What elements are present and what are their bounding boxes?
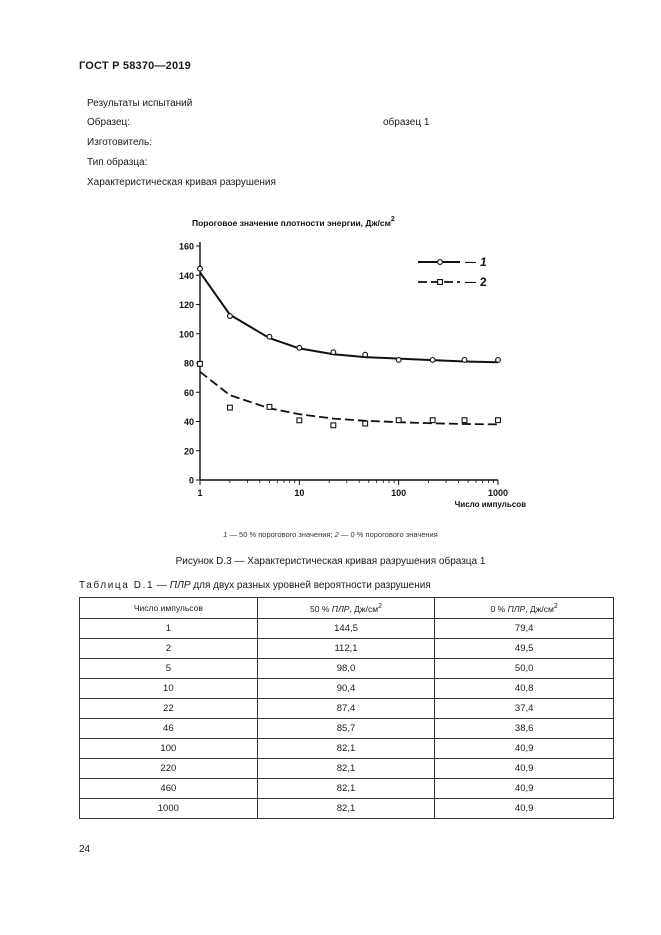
- y-tick-label: 80: [183, 358, 194, 369]
- cell-50: 82,1: [257, 739, 435, 759]
- sample-type-label: Тип образца:: [87, 157, 148, 168]
- y-axis-title-sup: 2: [390, 216, 395, 223]
- series-2-point: [297, 418, 302, 423]
- x-tick-label: 10: [294, 488, 305, 498]
- y-axis-title-text: Пороговое значение плотности энергии, Дж/см: [192, 218, 391, 228]
- cell-50: 90,4: [257, 679, 435, 699]
- series-1-point: [297, 345, 302, 350]
- footnote-2-text: — 0 % порогового значения: [338, 530, 438, 539]
- figure-footnote: [0, 530, 661, 539]
- series-1-point: [462, 358, 467, 363]
- cell-0: 37,4: [435, 699, 614, 719]
- series-2-point: [496, 418, 501, 423]
- table-row: [80, 759, 614, 779]
- series-2-point: [331, 423, 336, 428]
- table-caption-prefix: Таблица D.1: [79, 580, 155, 591]
- series-2-point: [396, 418, 401, 423]
- cell-50: 98,0: [257, 659, 435, 679]
- x-tick-label: 100: [391, 488, 407, 498]
- table-row: [80, 659, 614, 679]
- table-caption-rest: для двух разных уровней вероятности разрушения: [190, 580, 431, 591]
- header-50-pre: 50 %: [310, 603, 332, 614]
- y-tick-label: 140: [178, 270, 194, 281]
- y-tick-label: 40: [183, 417, 194, 427]
- table-row: [80, 799, 614, 819]
- cell-pulses: 46: [80, 719, 258, 739]
- header-50-unit-sup: 2: [378, 602, 382, 611]
- cell-0: 79,4: [435, 619, 614, 639]
- legend-2-dash: —: [465, 276, 476, 289]
- series-1-point: [363, 352, 368, 357]
- table-row: [80, 779, 614, 799]
- series-2-point: [198, 361, 203, 366]
- cell-50: 82,1: [257, 799, 435, 819]
- table-row: [80, 699, 614, 719]
- series-2-point: [430, 418, 435, 423]
- header-0-unit-sup: 2: [553, 602, 558, 611]
- cell-pulses: 22: [80, 699, 258, 719]
- y-tick-label: 120: [178, 300, 194, 310]
- series-2-point: [228, 405, 233, 410]
- cell-pulses: 10: [80, 679, 258, 699]
- cell-0: 49,5: [435, 639, 614, 659]
- legend-2-marker: [438, 280, 443, 285]
- cell-50: 87,4: [257, 699, 435, 719]
- table-row: [80, 639, 614, 659]
- header-0-abbrev: ПЛР: [507, 603, 526, 614]
- cell-pulses: 220: [80, 759, 258, 779]
- legend-1-label: 1: [480, 255, 487, 269]
- cell-pulses: 100: [80, 739, 258, 759]
- x-axis-title: Число импульсов: [454, 500, 526, 509]
- table-row: [80, 619, 614, 639]
- y-tick-label: 160: [178, 241, 194, 252]
- results-table: [79, 597, 614, 819]
- cell-50: 82,1: [257, 779, 435, 799]
- cell-0: 40,8: [435, 679, 614, 699]
- series-2-point: [267, 404, 272, 409]
- series-1-point: [228, 314, 233, 319]
- header-50-unit: , Дж/см: [349, 603, 379, 614]
- curve-title: Характеристическая кривая разрушения: [87, 177, 276, 188]
- cell-0: 40,9: [435, 759, 614, 779]
- table-caption-abbrev: ПЛР: [169, 580, 191, 591]
- sample-label: Образец:: [87, 117, 131, 128]
- y-axis-title: [192, 216, 395, 228]
- series-1-point: [267, 334, 272, 339]
- table-caption: [79, 580, 431, 591]
- table-row: [80, 679, 614, 699]
- series-1-fit-line: [200, 272, 498, 362]
- document-header: ГОСТ Р 58370—2019: [79, 60, 191, 72]
- cell-50: 82,1: [257, 759, 435, 779]
- cell-50: 85,7: [257, 719, 435, 739]
- table-row: [80, 719, 614, 739]
- header-0-unit: , Дж/см: [525, 603, 554, 614]
- legend-1-marker: [438, 260, 443, 265]
- header-50-percent: [257, 598, 435, 619]
- cell-pulses: 460: [80, 779, 258, 799]
- footnote-1-number: 1: [223, 530, 228, 539]
- sample-value: образец 1: [383, 117, 430, 128]
- series-1-point: [430, 358, 435, 363]
- results-label: Результаты испытаний: [87, 98, 193, 109]
- page-number: 24: [79, 844, 91, 855]
- x-tick-label: 1: [197, 488, 203, 498]
- table-header-row: [80, 598, 614, 619]
- table-row: [80, 739, 614, 759]
- cell-pulses: 5: [80, 659, 258, 679]
- figure-caption: Рисунок D.3 — Характеристическая кривая разрушения образца 1: [175, 556, 486, 567]
- header-0-percent: [435, 598, 614, 619]
- header-pulse-count: Число импульсов: [80, 598, 258, 619]
- series-1-point: [396, 358, 401, 363]
- cell-0: 38,6: [435, 719, 614, 739]
- y-tick-label: 60: [183, 387, 194, 398]
- y-tick-label: 20: [183, 446, 194, 457]
- cell-0: 40,9: [435, 779, 614, 799]
- cell-pulses: 1000: [80, 799, 258, 819]
- series-2-fit-line: [200, 372, 498, 425]
- cell-pulses: 1: [80, 619, 258, 639]
- y-tick-label: 0: [188, 475, 194, 486]
- damage-curve-chart: [150, 210, 550, 510]
- series-2-point: [462, 418, 467, 423]
- legend-1-dash: —: [465, 256, 476, 269]
- footnote-1-text: — 50 % порогового значения;: [227, 530, 335, 539]
- x-tick-label: 1000: [487, 488, 509, 498]
- cell-50: 112,1: [257, 639, 435, 659]
- cell-0: 50,0: [435, 659, 614, 679]
- cell-0: 40,9: [435, 739, 614, 759]
- y-tick-label: 100: [178, 329, 194, 340]
- manufacturer-label: Изготовитель:: [87, 137, 152, 148]
- legend-2-label: 2: [480, 275, 487, 289]
- cell-0: 40,9: [435, 799, 614, 819]
- cell-pulses: 2: [80, 639, 258, 659]
- series-2-point: [363, 421, 368, 426]
- series-1-point: [198, 266, 203, 271]
- footnote-2-number: 2: [334, 530, 339, 539]
- series-1-point: [331, 350, 336, 355]
- series-1-point: [496, 358, 501, 363]
- table-caption-dash: —: [154, 580, 170, 591]
- header-0-pre: 0 %: [490, 603, 508, 614]
- cell-50: 144,5: [257, 619, 435, 639]
- header-50-abbrev: ПЛР: [331, 603, 350, 614]
